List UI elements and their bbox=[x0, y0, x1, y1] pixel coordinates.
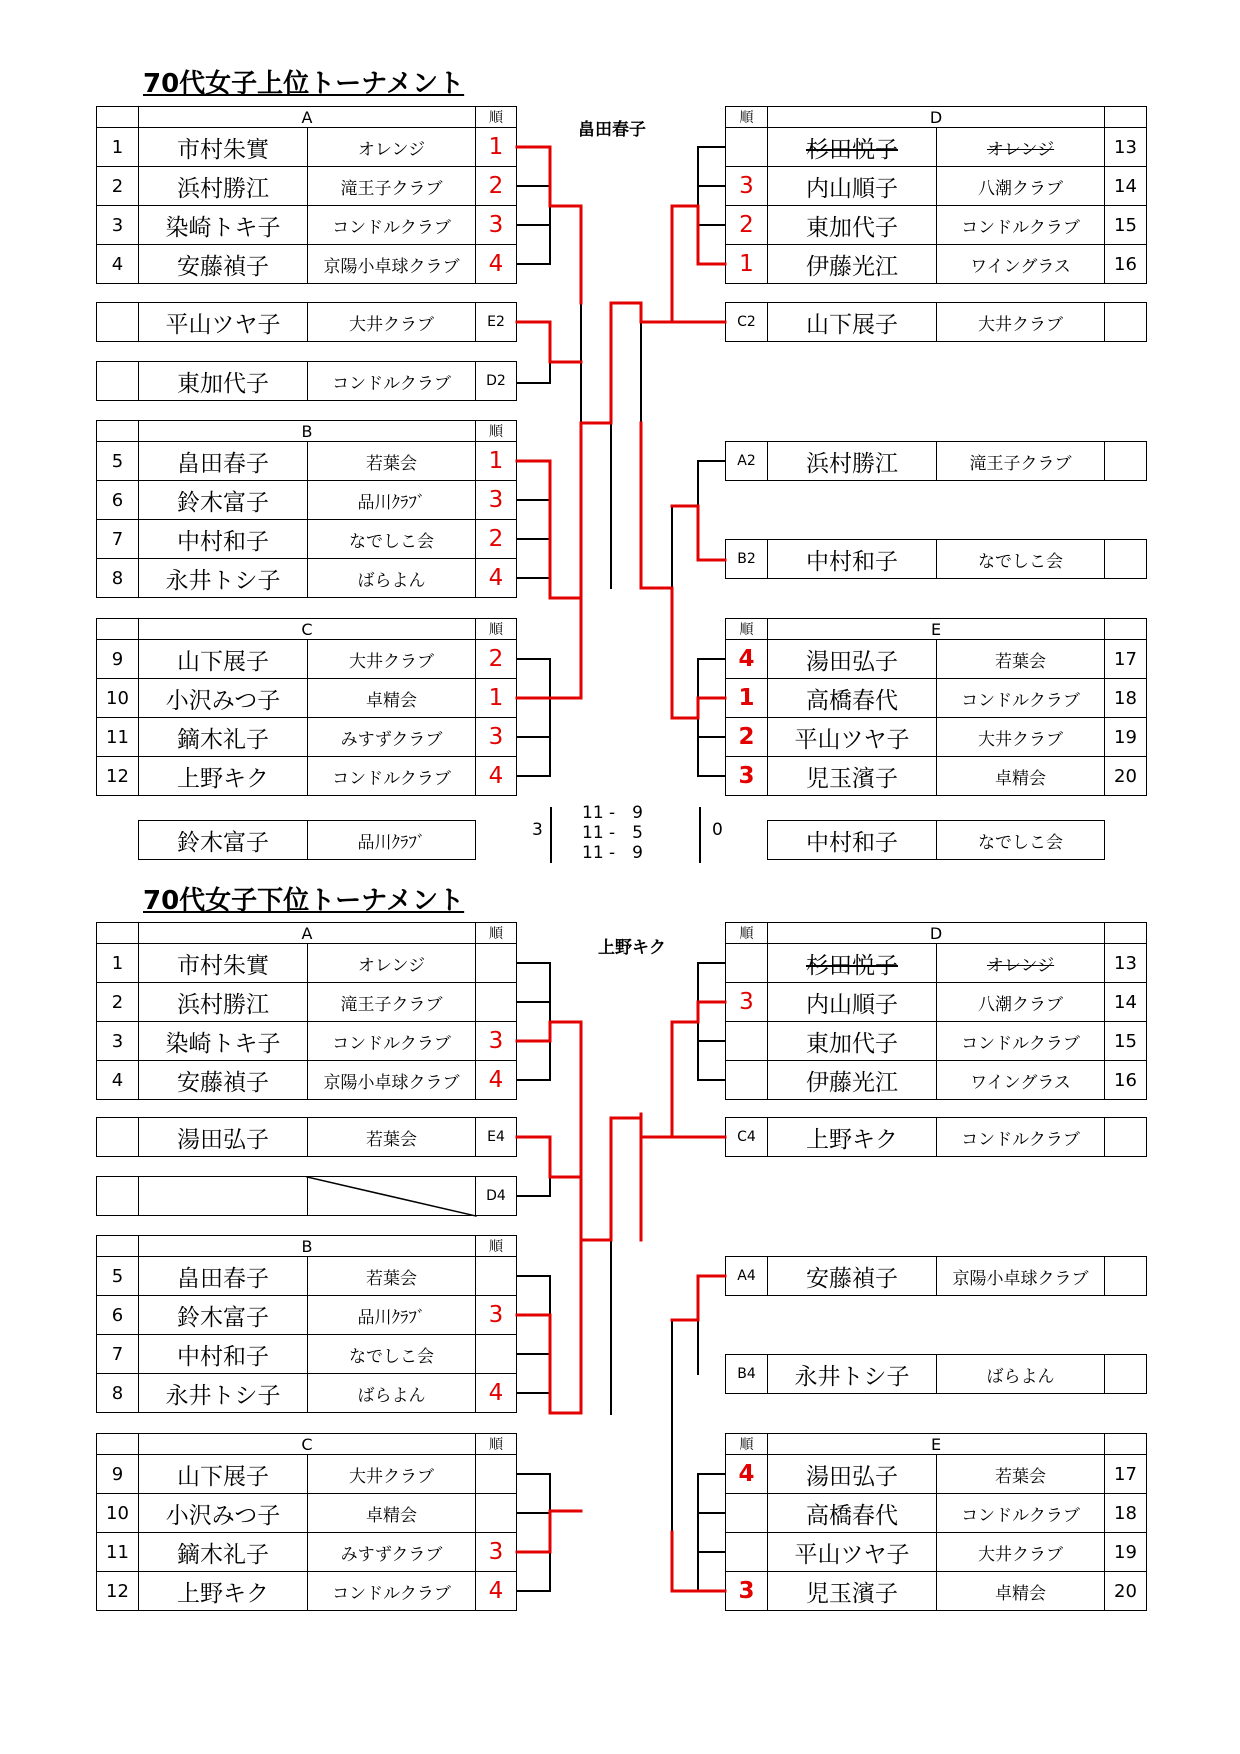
seed-label: E2 bbox=[475, 302, 517, 342]
player-club: 若葉会 bbox=[307, 441, 476, 481]
player-name: 中村和子 bbox=[138, 1334, 308, 1374]
rank-header: 順 bbox=[475, 922, 517, 944]
final-score-game-3: 11 - 9 bbox=[582, 843, 643, 863]
player-club: 八潮クラブ bbox=[936, 166, 1105, 206]
entry-number: 16 bbox=[1104, 244, 1147, 284]
entry-number: 18 bbox=[1104, 1493, 1147, 1533]
player-club: コンドルクラブ bbox=[307, 205, 476, 245]
player-name: 上野キク bbox=[138, 1571, 308, 1611]
player-name: 鏑木礼子 bbox=[138, 1532, 308, 1572]
rank-header: 順 bbox=[725, 1433, 768, 1455]
group-rank: 4 bbox=[475, 558, 517, 598]
player-club: 若葉会 bbox=[936, 639, 1105, 679]
group-rank: 4 bbox=[725, 1454, 768, 1494]
seed-label: A4 bbox=[725, 1256, 768, 1296]
entry-number: 10 bbox=[96, 1493, 139, 1533]
player-club: 京陽小卓球クラブ bbox=[307, 244, 476, 284]
player-club: コンドルクラブ bbox=[307, 361, 476, 401]
player-club: 滝王子クラブ bbox=[936, 441, 1105, 481]
player-name: 児玉濱子 bbox=[767, 756, 937, 796]
rank-header: 順 bbox=[475, 1235, 517, 1257]
player-name: 畠田春子 bbox=[138, 441, 308, 481]
entry-number: 15 bbox=[1104, 1021, 1147, 1061]
player-name: 児玉濱子 bbox=[767, 1571, 937, 1611]
player-name: 市村朱實 bbox=[138, 943, 308, 983]
player-club: 若葉会 bbox=[307, 1256, 476, 1296]
player-name: 上野キク bbox=[767, 1117, 937, 1157]
group-rank: 3 bbox=[475, 1295, 517, 1335]
entry-number: 12 bbox=[96, 1571, 139, 1611]
group-rank: 3 bbox=[725, 982, 768, 1022]
player-club: ばらよん bbox=[307, 1373, 476, 1413]
player-name: 伊藤光江 bbox=[767, 1060, 937, 1100]
entry-number: 4 bbox=[96, 1060, 139, 1100]
entry-number: 1 bbox=[96, 127, 139, 167]
seed-label: C4 bbox=[725, 1117, 768, 1157]
group-rank: 1 bbox=[475, 441, 517, 481]
entry-number: 8 bbox=[96, 1373, 139, 1413]
empty-slot-slash bbox=[307, 1177, 476, 1216]
group-rank: 3 bbox=[725, 756, 768, 796]
player-name: 安藤禎子 bbox=[767, 1256, 937, 1296]
final-left-games: 3 bbox=[532, 820, 543, 840]
player-name: 安藤禎子 bbox=[138, 1060, 308, 1100]
entry-number: 20 bbox=[1104, 756, 1147, 796]
entry-number: 18 bbox=[1104, 678, 1147, 718]
entry-number: 19 bbox=[1104, 717, 1147, 757]
entry-number: 7 bbox=[96, 1334, 139, 1374]
entry-number: 5 bbox=[96, 1256, 139, 1296]
player-name: 平山ツヤ子 bbox=[138, 302, 308, 342]
player-club: コンドルクラブ bbox=[307, 1571, 476, 1611]
player-name: 湯田弘子 bbox=[767, 1454, 937, 1494]
player-name: 永井トシ子 bbox=[138, 1373, 308, 1413]
group-label: B bbox=[138, 1235, 476, 1257]
entry-number: 2 bbox=[96, 166, 139, 206]
player-club: コンドルクラブ bbox=[307, 756, 476, 796]
player-club: 滝王子クラブ bbox=[307, 982, 476, 1022]
player-name: 上野キク bbox=[138, 756, 308, 796]
entry-number: 11 bbox=[96, 717, 139, 757]
entry-number: 9 bbox=[96, 639, 139, 679]
player-club: コンドルクラブ bbox=[936, 1117, 1105, 1157]
final-right-games: 0 bbox=[712, 820, 723, 840]
rank-header: 順 bbox=[725, 106, 768, 128]
entry-number: 5 bbox=[96, 441, 139, 481]
group-rank: 2 bbox=[725, 717, 768, 757]
final-score-game-1: 11 - 9 bbox=[582, 803, 643, 823]
player-club: 品川ｸﾗﾌﾞ bbox=[307, 480, 476, 520]
player-name: 浜村勝江 bbox=[767, 441, 937, 481]
player-club: みすずクラブ bbox=[307, 717, 476, 757]
player-name: 染崎トキ子 bbox=[138, 1021, 308, 1061]
lower-winner: 上野キク bbox=[598, 938, 666, 958]
rank-header: 順 bbox=[725, 618, 768, 640]
bracket-red-lines bbox=[517, 147, 725, 1591]
entry-number: 4 bbox=[96, 244, 139, 284]
player-club: 京陽小卓球クラブ bbox=[936, 1256, 1105, 1296]
bracket-black-lines bbox=[517, 147, 725, 1591]
group-rank: 3 bbox=[475, 1532, 517, 1572]
player-name: 鏑木礼子 bbox=[138, 717, 308, 757]
entry-number: 13 bbox=[1104, 127, 1147, 167]
player-club: 滝王子クラブ bbox=[307, 166, 476, 206]
player-name: 浜村勝江 bbox=[138, 982, 308, 1022]
group-label: C bbox=[138, 618, 476, 640]
entry-number: 3 bbox=[96, 1021, 139, 1061]
entry-number: 11 bbox=[96, 1532, 139, 1572]
entry-number: 17 bbox=[1104, 639, 1147, 679]
seed-label: B2 bbox=[725, 539, 768, 579]
player-club: 大井クラブ bbox=[936, 1532, 1105, 1572]
player-name: 鈴木富子 bbox=[138, 1295, 308, 1335]
player-name: 中村和子 bbox=[138, 519, 308, 559]
player-name: 杉田悦子 bbox=[767, 943, 937, 983]
player-club: オレンジ bbox=[936, 943, 1105, 983]
player-club: なでしこ会 bbox=[936, 539, 1105, 579]
seed-label: C2 bbox=[725, 302, 768, 342]
player-club: 卓精会 bbox=[307, 1493, 476, 1533]
group-rank: 3 bbox=[475, 717, 517, 757]
player-club: オレンジ bbox=[307, 127, 476, 167]
player-name: 伊藤光江 bbox=[767, 244, 937, 284]
player-name: 永井トシ子 bbox=[767, 1354, 937, 1394]
player-club: コンドルクラブ bbox=[936, 678, 1105, 718]
player-name: 杉田悦子 bbox=[767, 127, 937, 167]
player-club: コンドルクラブ bbox=[936, 205, 1105, 245]
player-club: 品川ｸﾗﾌﾞ bbox=[307, 1295, 476, 1335]
group-rank: 3 bbox=[725, 1571, 768, 1611]
player-name: 永井トシ子 bbox=[138, 558, 308, 598]
group-rank: 3 bbox=[475, 480, 517, 520]
group-label: A bbox=[138, 106, 476, 128]
group-rank: 3 bbox=[475, 205, 517, 245]
rank-header: 順 bbox=[725, 922, 768, 944]
player-club: コンドルクラブ bbox=[936, 1493, 1105, 1533]
player-name: 高橋春代 bbox=[767, 1493, 937, 1533]
group-rank: 2 bbox=[475, 166, 517, 206]
group-rank: 3 bbox=[725, 166, 768, 206]
player-name: 高橋春代 bbox=[767, 678, 937, 718]
player-name: 小沢みつ子 bbox=[138, 1493, 308, 1533]
player-club: ばらよん bbox=[936, 1354, 1105, 1394]
player-name: 鈴木富子 bbox=[138, 480, 308, 520]
player-club: オレンジ bbox=[936, 127, 1105, 167]
group-label: A bbox=[138, 922, 476, 944]
entry-number: 8 bbox=[96, 558, 139, 598]
player-club: ワイングラス bbox=[936, 1060, 1105, 1100]
player-club: 卓精会 bbox=[936, 1571, 1105, 1611]
group-rank: 2 bbox=[475, 519, 517, 559]
player-club: みすずクラブ bbox=[307, 1532, 476, 1572]
player-club: コンドルクラブ bbox=[936, 1021, 1105, 1061]
group-rank: 4 bbox=[475, 244, 517, 284]
entry-number: 3 bbox=[96, 205, 139, 245]
group-label: E bbox=[767, 618, 1105, 640]
entry-number: 20 bbox=[1104, 1571, 1147, 1611]
player-name: 平山ツヤ子 bbox=[767, 717, 937, 757]
group-rank: 2 bbox=[475, 639, 517, 679]
player-name: 東加代子 bbox=[767, 1021, 937, 1061]
entry-number: 15 bbox=[1104, 205, 1147, 245]
group-label: C bbox=[138, 1433, 476, 1455]
entry-number: 7 bbox=[96, 519, 139, 559]
player-name: 湯田弘子 bbox=[138, 1117, 308, 1157]
group-rank: 4 bbox=[475, 1060, 517, 1100]
group-label: D bbox=[767, 922, 1105, 944]
group-rank: 2 bbox=[725, 205, 768, 245]
final-score-game-2: 11 - 5 bbox=[582, 823, 643, 843]
player-club: 大井クラブ bbox=[307, 302, 476, 342]
player-club: 卓精会 bbox=[307, 678, 476, 718]
group-rank: 4 bbox=[725, 639, 768, 679]
player-name: 東加代子 bbox=[138, 361, 308, 401]
group-rank: 4 bbox=[475, 1571, 517, 1611]
player-name: 内山順子 bbox=[767, 982, 937, 1022]
player-club: 大井クラブ bbox=[936, 302, 1105, 342]
group-rank: 4 bbox=[475, 756, 517, 796]
seed-label: A2 bbox=[725, 441, 768, 481]
rank-header: 順 bbox=[475, 106, 517, 128]
seed-label: D4 bbox=[475, 1176, 517, 1216]
player-name: 中村和子 bbox=[767, 539, 937, 579]
player-name: 鈴木富子 bbox=[138, 820, 308, 860]
group-label: E bbox=[767, 1433, 1105, 1455]
seed-label: D2 bbox=[475, 361, 517, 401]
group-rank: 1 bbox=[725, 678, 768, 718]
player-club: 京陽小卓球クラブ bbox=[307, 1060, 476, 1100]
rank-header: 順 bbox=[475, 618, 517, 640]
player-club: オレンジ bbox=[307, 943, 476, 983]
entry-number: 1 bbox=[96, 943, 139, 983]
player-club: 若葉会 bbox=[307, 1117, 476, 1157]
entry-number: 6 bbox=[96, 1295, 139, 1335]
player-club: ばらよん bbox=[307, 558, 476, 598]
entry-number: 17 bbox=[1104, 1454, 1147, 1494]
player-club: 品川ｸﾗﾌﾞ bbox=[307, 820, 476, 860]
entry-number: 2 bbox=[96, 982, 139, 1022]
player-name: 山下展子 bbox=[138, 1454, 308, 1494]
player-name: 安藤禎子 bbox=[138, 244, 308, 284]
player-club: 大井クラブ bbox=[307, 1454, 476, 1494]
player-club: コンドルクラブ bbox=[307, 1021, 476, 1061]
player-name: 染崎トキ子 bbox=[138, 205, 308, 245]
player-club: なでしこ会 bbox=[936, 820, 1105, 860]
player-name: 小沢みつ子 bbox=[138, 678, 308, 718]
entry-number: 16 bbox=[1104, 1060, 1147, 1100]
group-rank: 1 bbox=[475, 678, 517, 718]
player-name: 中村和子 bbox=[767, 820, 937, 860]
player-club: なでしこ会 bbox=[307, 1334, 476, 1374]
player-name: 平山ツヤ子 bbox=[767, 1532, 937, 1572]
group-label: D bbox=[767, 106, 1105, 128]
player-name: 浜村勝江 bbox=[138, 166, 308, 206]
player-name: 市村朱實 bbox=[138, 127, 308, 167]
entry-number: 9 bbox=[96, 1454, 139, 1494]
player-club: 大井クラブ bbox=[307, 639, 476, 679]
group-rank: 4 bbox=[475, 1373, 517, 1413]
player-club: 若葉会 bbox=[936, 1454, 1105, 1494]
seed-label: E4 bbox=[475, 1117, 517, 1157]
player-name: 内山順子 bbox=[767, 166, 937, 206]
player-name: 山下展子 bbox=[767, 302, 937, 342]
entry-number: 14 bbox=[1104, 166, 1147, 206]
upper-winner: 畠田春子 bbox=[578, 120, 646, 140]
group-rank: 3 bbox=[475, 1021, 517, 1061]
player-club: 八潮クラブ bbox=[936, 982, 1105, 1022]
entry-number: 13 bbox=[1104, 943, 1147, 983]
rank-header: 順 bbox=[475, 1433, 517, 1455]
entry-number: 19 bbox=[1104, 1532, 1147, 1572]
entry-number: 12 bbox=[96, 756, 139, 796]
player-club: 卓精会 bbox=[936, 756, 1105, 796]
player-club: なでしこ会 bbox=[307, 519, 476, 559]
upper-title: 70代女子上位トーナメント bbox=[143, 69, 465, 99]
group-rank: 1 bbox=[475, 127, 517, 167]
group-rank: 1 bbox=[725, 244, 768, 284]
seed-label: B4 bbox=[725, 1354, 768, 1394]
entry-number: 6 bbox=[96, 480, 139, 520]
player-name: 畠田春子 bbox=[138, 1256, 308, 1296]
entry-number: 14 bbox=[1104, 982, 1147, 1022]
group-label: B bbox=[138, 420, 476, 442]
rank-header: 順 bbox=[475, 420, 517, 442]
player-name: 湯田弘子 bbox=[767, 639, 937, 679]
lower-title: 70代女子下位トーナメント bbox=[143, 886, 465, 916]
player-club: ワイングラス bbox=[936, 244, 1105, 284]
player-name: 山下展子 bbox=[138, 639, 308, 679]
player-club: 大井クラブ bbox=[936, 717, 1105, 757]
player-name: 東加代子 bbox=[767, 205, 937, 245]
entry-number: 10 bbox=[96, 678, 139, 718]
